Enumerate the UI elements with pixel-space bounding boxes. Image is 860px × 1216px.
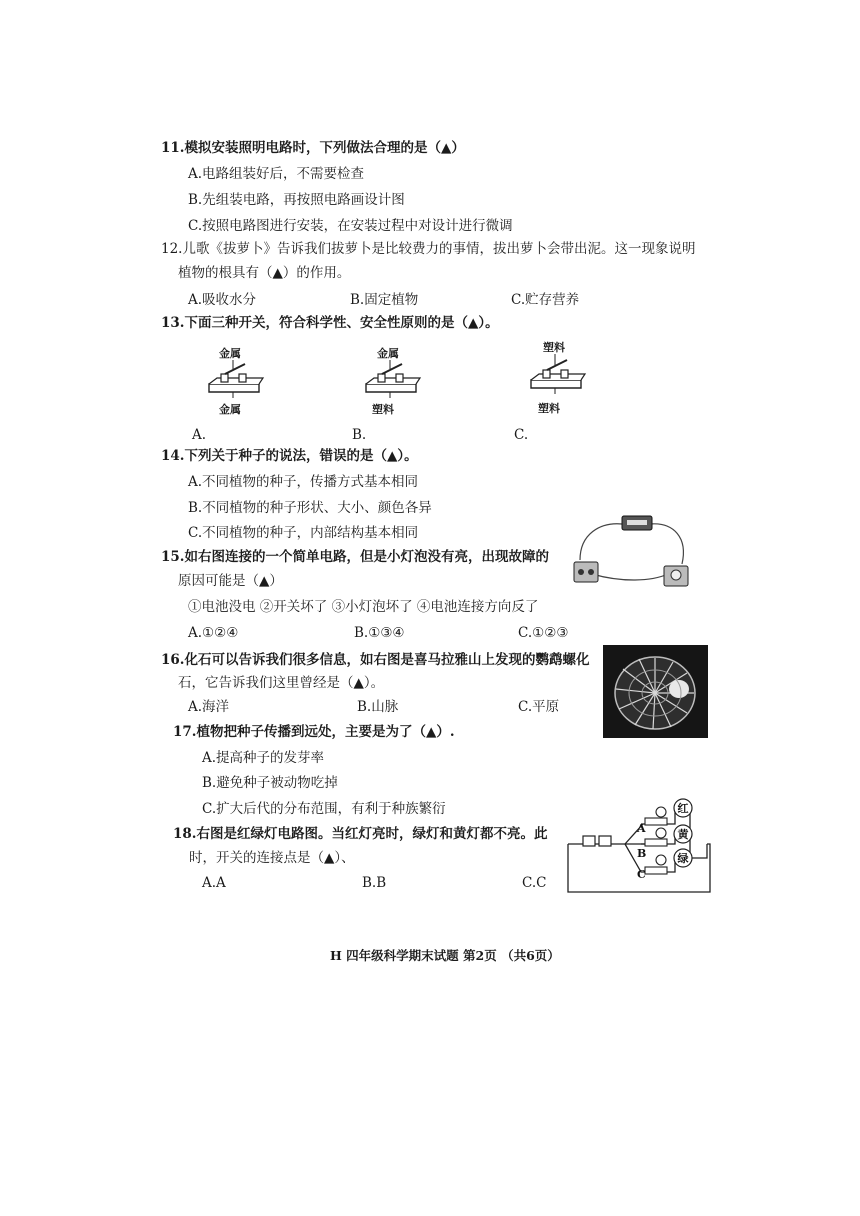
q16-option-b: B.山脉 [357,699,399,715]
q11-option-b: B.先组装电路，再按照电路画设计图 [188,192,405,208]
q17-option-c: C.扩大后代的分布范围，有利于种族繁衍 [202,801,446,817]
contact-c-label: C [637,868,646,881]
simple-circuit-icon [570,512,695,594]
q18-option-b: B.B [362,875,387,891]
switch-a-icon [205,360,263,398]
switch-b-bottom-label: 塑料 [372,403,394,416]
q11-option-c: C.按照电路图进行安装，在安装过程中对设计进行微调 [188,218,513,234]
ammonite-fossil-image [603,645,708,738]
page-footer: H 四年级科学期末试题 第2页 （共6页） [330,948,560,963]
q15-option-b: B.①③④ [354,625,405,641]
q15-reasons: ①电池没电 ②开关坏了 ③小灯泡坏了 ④电池连接方向反了 [188,599,539,615]
q17-stem: 17.植物把种子传播到远处，主要是为了（▲）. [173,724,455,740]
switch-b-top-label: 金属 [377,347,399,360]
q16-option-c: C.平原 [518,699,560,715]
switch-c-bottom-label: 塑料 [538,402,560,415]
traffic-light-circuit-icon [565,800,715,895]
q18-stem-line2: 时，开关的连接点是（▲）、 [189,850,355,866]
yellow-light-label: 黄 [677,828,689,841]
q15-stem-line1: 15.如右图连接的一个简单电路，但是小灯泡没有亮，出现故障的 [161,549,549,565]
q12-option-b: B.固定植物 [350,292,419,308]
switch-a-option: A. [192,427,207,443]
q11-option-a: A.电路组装好后，不需要检查 [188,166,365,182]
switch-a-top-label: 金属 [219,347,241,360]
switch-c-option: C. [514,427,529,443]
switch-a-bottom-label: 金属 [219,403,241,416]
q13-stem: 13.下面三种开关，符合科学性、安全性原则的是（▲）。 [161,315,499,331]
q12-stem-line1: 12.儿歌《拔萝卜》告诉我们拔萝卜是比较费力的事情，拔出萝卜会带出泥。这一现象说明 [161,241,696,257]
red-light-label: 红 [677,802,689,815]
q15-stem-line2: 原因可能是（▲） [178,573,283,589]
q14-option-c: C.不同植物的种子，内部结构基本相同 [188,525,419,541]
q17-option-a: A.提高种子的发芽率 [202,750,325,766]
q14-option-b: B.不同植物的种子形状、大小、颜色各异 [188,500,432,516]
switch-c-top-label: 塑料 [543,341,565,354]
q16-option-a: A.海洋 [188,699,230,715]
q12-stem-line2: 植物的根具有（▲）的作用。 [178,265,351,281]
q12-option-a: A.吸收水分 [188,292,257,308]
q18-option-c: C.C [522,875,547,891]
switch-b-option: B. [352,427,367,443]
q16-stem-line2: 石，它告诉我们这里曾经是（▲）。 [178,675,385,691]
q16-stem-line1: 16.化石可以告诉我们很多信息，如右图是喜马拉雅山上发现的鹦鹉螺化 [161,652,590,668]
q15-option-c: C.①②③ [518,625,569,641]
q14-stem: 14.下列关于种子的说法，错误的是（▲）。 [161,448,418,464]
q17-option-b: B.避免种子被动物吃掉 [202,775,338,791]
green-light-label: 绿 [677,852,689,865]
q18-stem-line1: 18.右图是红绿灯电路图。当红灯亮时，绿灯和黄灯都不亮。此 [173,826,548,842]
q12-option-c: C.贮存营养 [511,292,580,308]
q15-option-a: A.①②④ [188,625,239,641]
contact-a-label: A [637,822,646,835]
switch-c-icon [527,354,585,394]
q14-option-a: A.不同植物的种子，传播方式基本相同 [188,474,419,490]
q18-option-a: A.A [202,875,226,891]
contact-b-label: B [637,847,647,860]
switch-b-icon [362,360,420,398]
q11-stem: 11.模拟安装照明电路时，下列做法合理的是（▲） [161,140,465,156]
